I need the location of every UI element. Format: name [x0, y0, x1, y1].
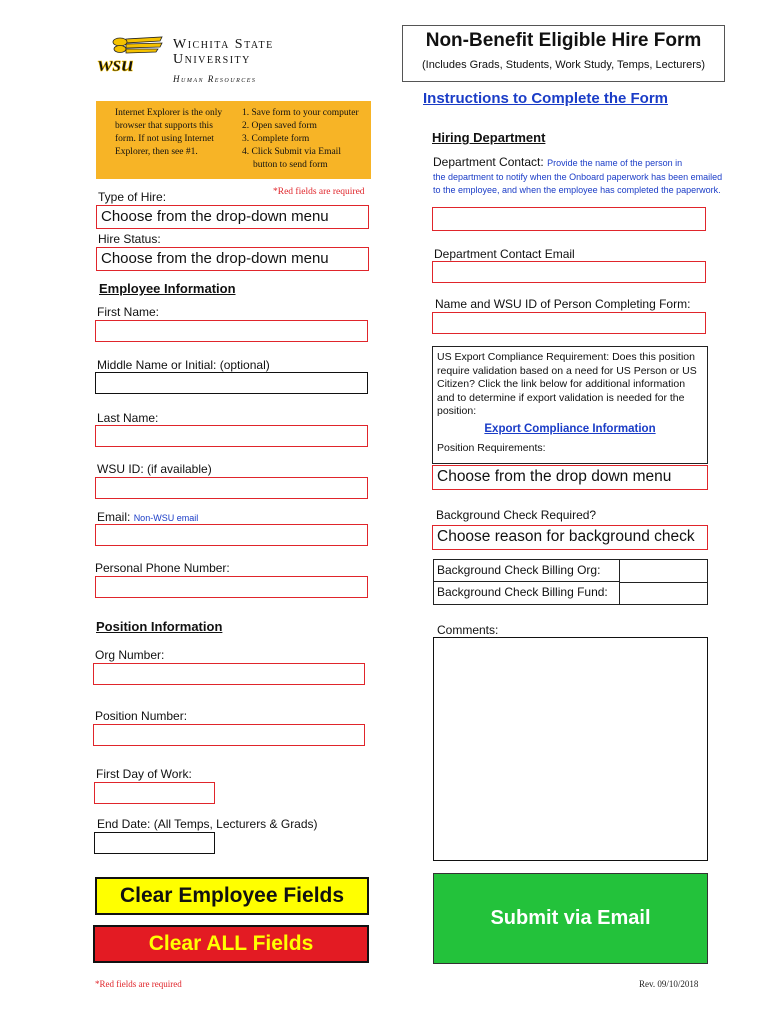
position-info-heading: Position Information	[96, 619, 223, 634]
position-number-field[interactable]	[93, 724, 365, 746]
end-date-label: End Date: (All Temps, Lecturers & Grads)	[97, 817, 318, 831]
dept-contact-label: Department Contact:	[433, 155, 544, 169]
dept-contact-hint-a: Provide the name of the person in	[547, 158, 683, 168]
dept-contact-hint-b: the department to notify when the Onboard paperwork has been emailed to the employee, and when the employee has completed the paperwork.	[433, 172, 723, 195]
position-requirements-label: Position Requirements:	[437, 441, 546, 454]
last-name-label: Last Name:	[97, 411, 159, 425]
submit-via-email-button[interactable]: Submit via Email	[433, 873, 708, 964]
comments-field[interactable]	[433, 637, 708, 861]
dept-contact-email-label: Department Contact Email	[434, 247, 575, 261]
first-day-field[interactable]	[94, 782, 215, 804]
completing-person-label: Name and WSU ID of Person Completing Form:	[435, 297, 691, 311]
type-of-hire-label: Type of Hire:	[98, 190, 167, 204]
hiring-department-heading: Hiring Department	[432, 130, 546, 145]
billing-table	[433, 559, 708, 605]
form-title: Non-Benefit Eligible Hire Form	[425, 30, 702, 51]
clear-employee-fields-button[interactable]: Clear Employee Fields	[95, 877, 369, 915]
first-name-field[interactable]	[95, 320, 368, 342]
dept-contact-label-block	[433, 156, 723, 196]
background-check-label: Background Check Required?	[436, 508, 597, 522]
hire-status-select[interactable]: Choose from the drop-down menu	[96, 247, 369, 271]
phone-label: Personal Phone Number:	[95, 561, 230, 575]
email-hint: Non-WSU email	[133, 513, 199, 523]
phone-field[interactable]	[95, 576, 368, 598]
org-number-label: Org Number:	[95, 648, 165, 662]
notice-left: Internet Explorer is the only browser that supports this form. If not using Internet Explorer, then see #1.	[115, 108, 223, 157]
shocker-wheat-icon	[96, 33, 166, 75]
comments-label: Comments:	[437, 623, 499, 637]
middle-name-label: Middle Name or Initial: (optional)	[97, 358, 270, 372]
svg-text:wsu: wsu	[98, 51, 134, 75]
dept-contact-email-field[interactable]	[432, 261, 706, 283]
type-of-hire-select[interactable]: Choose from the drop-down menu	[96, 205, 369, 229]
export-compliance-link[interactable]: Export Compliance Information	[484, 422, 656, 435]
position-requirements-select[interactable]: Choose from the drop down menu	[432, 465, 708, 490]
last-name-field[interactable]	[95, 425, 368, 447]
dept-contact-field[interactable]	[432, 207, 706, 231]
notice-steps: 1. Save form to your computer 2. Open saved form 3. Complete form 4. Click Submit via Email button to send form	[242, 108, 359, 170]
hire-status-label: Hire Status:	[98, 232, 161, 246]
billing-org-label: Background Check Billing Org:	[434, 560, 620, 582]
wordmark-line1: Wichita State	[173, 37, 274, 52]
form-subtitle: (Includes Grads, Students, Work Study, Temps, Lecturers)	[421, 59, 706, 71]
email-field[interactable]	[95, 524, 368, 546]
billing-org-field[interactable]	[620, 560, 707, 583]
instructions-link[interactable]: Instructions to Complete the Form	[423, 90, 669, 107]
end-date-field[interactable]	[94, 832, 215, 854]
clear-all-fields-button[interactable]: Clear ALL Fields	[93, 925, 369, 963]
browser-notice	[96, 101, 371, 179]
wsu-logo	[96, 33, 166, 75]
wsu-id-field[interactable]	[95, 477, 368, 499]
wordmark	[173, 37, 274, 67]
middle-name-field[interactable]	[95, 372, 368, 394]
wordmark-line2: University	[173, 52, 251, 67]
employee-info-heading: Employee Information	[99, 281, 236, 296]
first-name-label: First Name:	[97, 305, 160, 319]
first-day-label: First Day of Work:	[96, 767, 192, 781]
background-check-select[interactable]: Choose reason for background check	[432, 525, 708, 550]
email-label: Email: Non-WSU email	[97, 510, 199, 524]
revision-date: Rev. 09/10/2018	[639, 979, 699, 989]
billing-fund-label: Background Check Billing Fund:	[434, 582, 620, 604]
required-note-footer: *Red fields are required	[95, 979, 182, 989]
org-number-field[interactable]	[93, 663, 365, 685]
billing-fund-field[interactable]	[620, 582, 707, 604]
export-compliance-box	[432, 346, 708, 464]
position-number-label: Position Number:	[95, 709, 188, 723]
wsu-id-label: WSU ID: (if available)	[97, 462, 212, 476]
required-note-top: *Red fields are required	[273, 187, 365, 197]
completing-person-field[interactable]	[432, 312, 706, 334]
hr-label: Human Resources	[173, 74, 257, 84]
export-compliance-text: US Export Compliance Requirement: Does this position require validation based on a need for US Person or US Citizen? Click the link below for additional information and to determine if export validation is needed for the position:	[437, 351, 697, 417]
title-box	[402, 25, 725, 82]
